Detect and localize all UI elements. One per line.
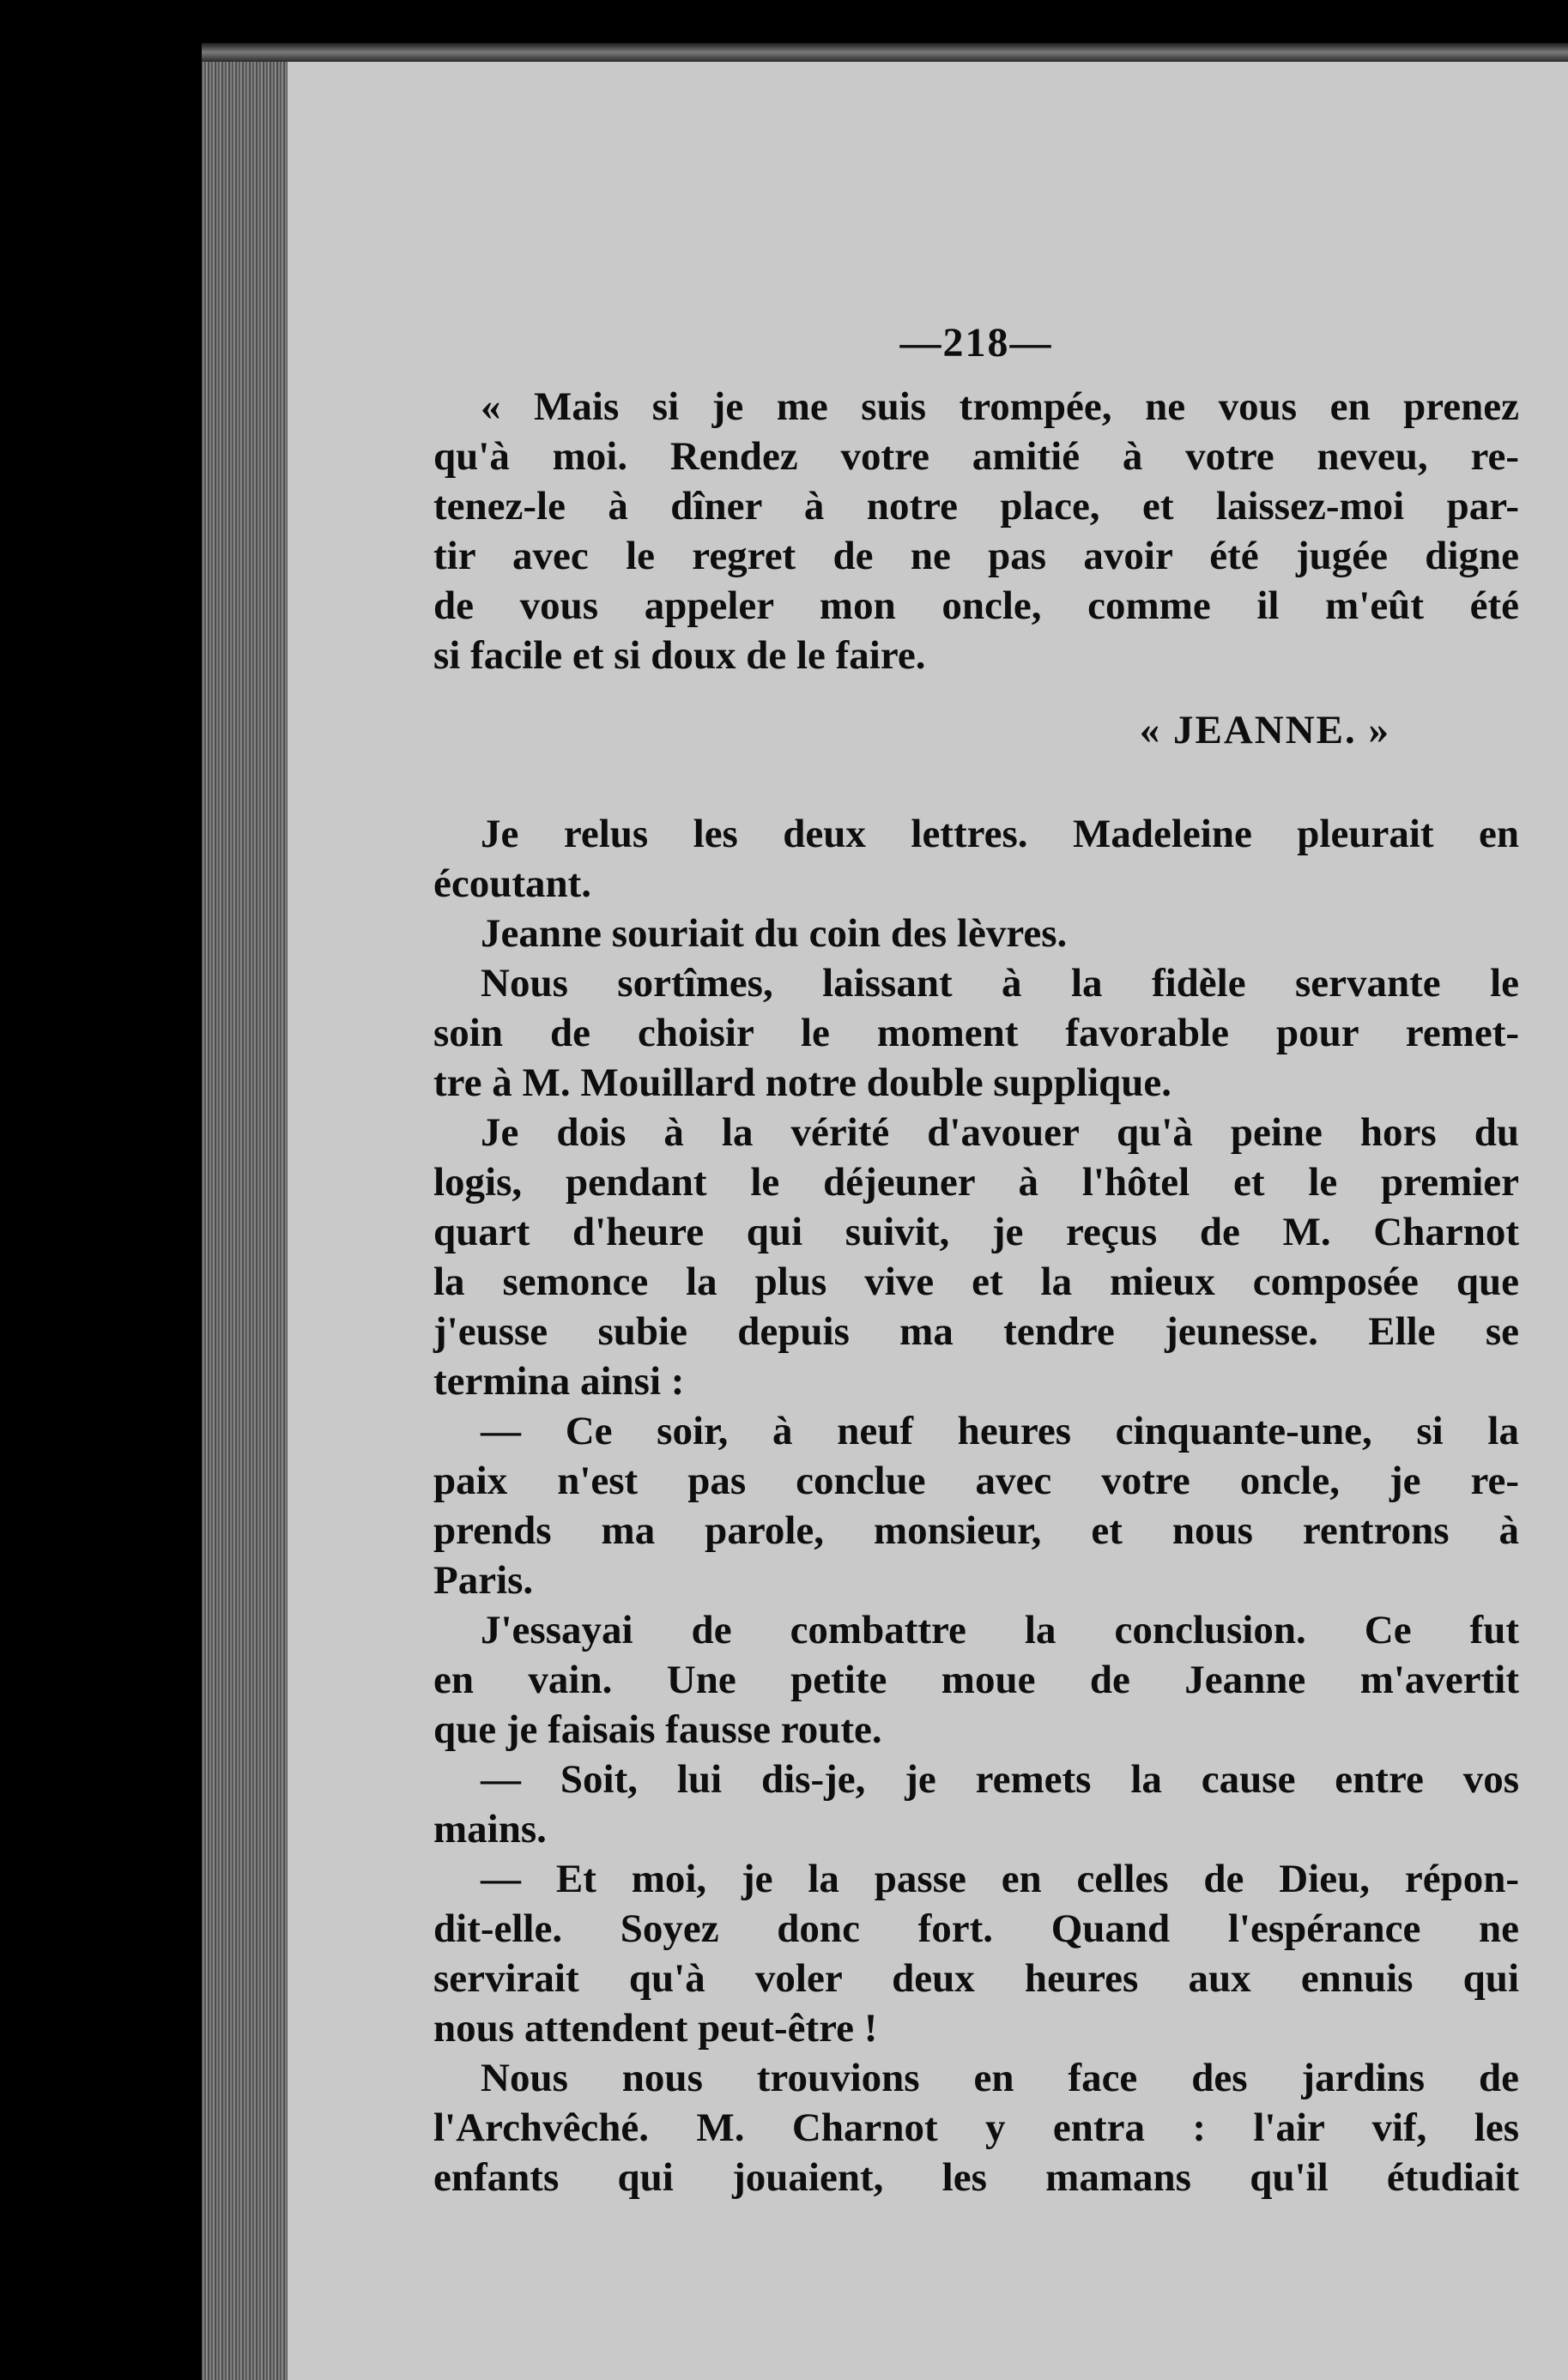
letter-line: qu'à moi. Rendez votre amitié à votre neveu, re- bbox=[433, 434, 1519, 479]
paragraph-line: termina ainsi : bbox=[433, 1359, 685, 1404]
letter-signature: « JEANNE. » bbox=[1139, 708, 1390, 752]
paragraph bbox=[433, 2053, 1519, 2202]
paragraph bbox=[433, 1406, 1519, 1605]
paragraph-line: — Et moi, je la passe en celles de Dieu, répon- bbox=[481, 1857, 1519, 1901]
page-top-edge bbox=[202, 43, 1568, 62]
paragraph-line: J'essayai de combattre la conclusion. Ce fut bbox=[481, 1608, 1519, 1652]
paragraph-line: j'eusse subie depuis ma tendre jeunesse. Elle se bbox=[433, 1309, 1519, 1354]
paragraph-line: Je dois à la vérité d'avouer qu'à peine hors du bbox=[481, 1110, 1519, 1155]
paragraph-line: enfants qui jouaient, les mamans qu'il étudiait bbox=[433, 2155, 1519, 2200]
paragraph-line: servirait qu'à voler deux heures aux ennuis qui bbox=[433, 1956, 1519, 2001]
paragraph-line: — Soit, lui dis-je, je remets la cause entre vos bbox=[481, 1757, 1519, 1802]
letter-line: tir avec le regret de ne pas avoir été jugée digne bbox=[433, 534, 1519, 578]
paragraph bbox=[433, 809, 1519, 909]
letter-line: « Mais si je me suis trompée, ne vous en prenez bbox=[481, 384, 1519, 429]
letter-block bbox=[433, 382, 1519, 809]
paragraph-line: la semonce la plus vive et la mieux composée que bbox=[433, 1259, 1519, 1304]
page-body bbox=[433, 382, 1519, 2202]
paragraph-line: l'Archvêché. M. Charnot y entra : l'air vif, les bbox=[433, 2105, 1519, 2150]
letter-line: si facile et si doux de le faire. bbox=[433, 633, 926, 678]
paragraph-line: logis, pendant le déjeuner à l'hôtel et le premier bbox=[433, 1160, 1519, 1205]
paragraph-line: Je relus les deux lettres. Madeleine pleurait en bbox=[481, 812, 1519, 856]
paragraph-line: en vain. Une petite moue de Jeanne m'avertit bbox=[433, 1658, 1519, 1702]
paragraph bbox=[433, 1854, 1519, 2053]
paragraph-line: nous attendent peut-être ! bbox=[433, 2006, 878, 2051]
paragraph bbox=[433, 1755, 1519, 1854]
paragraph-line: Paris. bbox=[433, 1558, 534, 1603]
letter-line: de vous appeler mon oncle, comme il m'eût été bbox=[433, 583, 1519, 628]
paragraph-line: dit-elle. Soyez donc fort. Quand l'espérance ne bbox=[433, 1906, 1519, 1951]
paragraph-line: soin de choisir le moment favorable pour remet- bbox=[433, 1011, 1519, 1055]
paragraph bbox=[433, 958, 1519, 1108]
paragraph-line: écoutant. bbox=[433, 861, 592, 906]
paragraph bbox=[433, 909, 1519, 958]
book-page bbox=[202, 43, 1568, 2380]
paragraph bbox=[433, 1605, 1519, 1755]
paragraph-line: paix n'est pas conclue avec votre oncle, je re- bbox=[433, 1459, 1519, 1503]
paragraph-line: Nous nous trouvions en face des jardins de bbox=[481, 2056, 1519, 2100]
paragraph-line: quart d'heure qui suivit, je reçus de M. Charnot bbox=[433, 1210, 1519, 1254]
paragraph-line: mains. bbox=[433, 1807, 547, 1851]
book-binding-edge bbox=[202, 43, 288, 2380]
paragraph-line: tre à M. Mouillard notre double supplique. bbox=[433, 1060, 1172, 1105]
letter-line: tenez-le à dîner à notre place, et laissez-moi par- bbox=[433, 484, 1519, 529]
paragraph-line: que je faisais fausse route. bbox=[433, 1707, 882, 1752]
paragraph-line: — Ce soir, à neuf heures cinquante-une, si la bbox=[481, 1409, 1519, 1453]
paragraph bbox=[433, 1108, 1519, 1406]
page-number: —218— bbox=[899, 320, 1053, 365]
paragraph-line: Nous sortîmes, laissant à la fidèle servante le bbox=[481, 961, 1519, 1006]
paragraph-line: prends ma parole, monsieur, et nous rentrons à bbox=[433, 1508, 1519, 1553]
paragraph-line: Jeanne souriait du coin des lèvres. bbox=[481, 911, 1068, 956]
